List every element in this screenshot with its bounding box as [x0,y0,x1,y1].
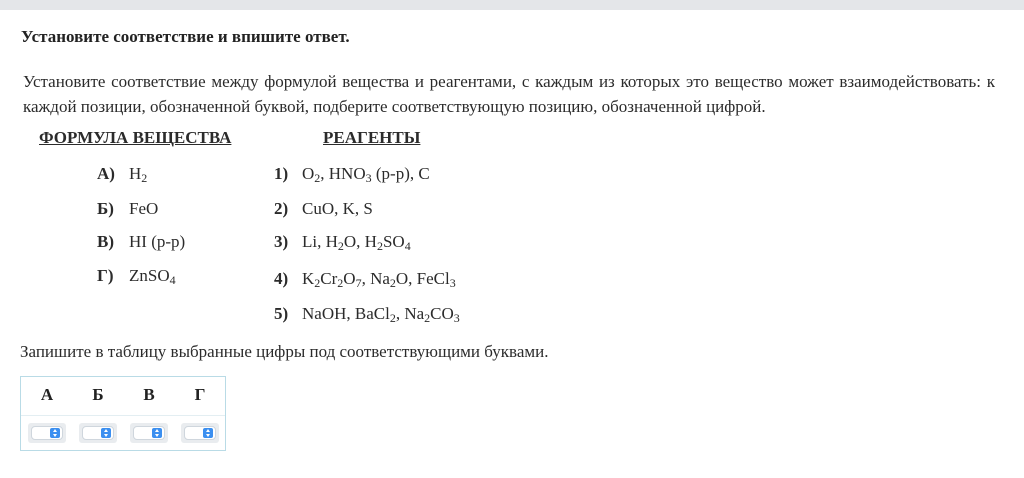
answer-select-g[interactable] [181,423,219,443]
reagent-row-3 [274,230,411,254]
select-box[interactable] [184,426,216,440]
reagent-row-1 [274,162,430,186]
answer-select-v[interactable] [130,423,168,443]
formula-row-g [97,264,176,288]
reagent-text: NaOH, BaCl$_2$, $Na_2CO_3$ [302,304,460,325]
answer-header-a: А [40,385,54,404]
answer-header-g: Г [194,385,206,404]
select-arrows-icon[interactable] [203,428,213,438]
formula-column-header: ФОРМУЛА ВЕЩЕСТВА [39,128,232,147]
formula-label: А) [97,164,115,183]
reagents-column-header: РЕАГЕНТЫ [323,128,421,147]
answer-table [20,376,226,451]
formula-text: FeO [129,199,159,218]
answer-instruction: Запишите в таблицу выбранные цифры под соответствующими буквами. [20,342,549,361]
formula-text: ZnSO$_4$ [129,266,176,287]
reagent-row-2 [274,197,373,221]
answer-header-v: В [143,385,155,404]
select-arrows-icon[interactable] [50,428,60,438]
answer-divider [21,415,225,416]
formula-label: Б) [97,199,114,218]
reagent-label: 4) [274,269,289,288]
reagent-label: 5) [274,304,289,323]
formula-text: HI (р-р) [129,232,186,251]
select-arrows-icon[interactable] [152,428,162,438]
task-text: Установите соответствие между формулой вещества и реагентами, с каждым из которых это вещество может взаимодействовать: к каждой позиции, обозначенной буквой, подберите соответствующую позицию, обозначенной цифрой. [23,72,995,116]
reagent-label: 3) [274,232,289,251]
formula-text: $H_2$ [129,164,148,185]
answer-select-a[interactable] [28,423,66,443]
formula-row-v [97,230,185,254]
reagent-label: 2) [274,199,289,218]
formula-row-a [97,162,147,186]
formula-row-b [97,197,158,221]
top-bar [0,0,1024,10]
task-heading: Установите соответствие и впишите ответ. [21,27,350,46]
answer-header-b: Б [92,385,104,404]
reagent-label: 1) [274,164,289,183]
reagent-text: Li, $H_2O$, $H_2SO_4$ [302,232,411,253]
select-arrows-icon[interactable] [101,428,111,438]
reagent-row-5 [274,302,460,326]
formula-label: В) [97,232,114,251]
select-box[interactable] [133,426,165,440]
reagent-text: $O_2$, $HNO_3$ (р-р), C [302,164,430,185]
select-box[interactable] [82,426,114,440]
reagent-row-4 [274,267,456,291]
answer-select-b[interactable] [79,423,117,443]
select-box[interactable] [31,426,63,440]
formula-label: Г) [97,266,114,285]
reagent-text: CuO, K, S [302,199,373,218]
reagent-text: $K_2Cr_2O_7$, $Na_2O$, FeCl$_3$ [302,269,456,290]
